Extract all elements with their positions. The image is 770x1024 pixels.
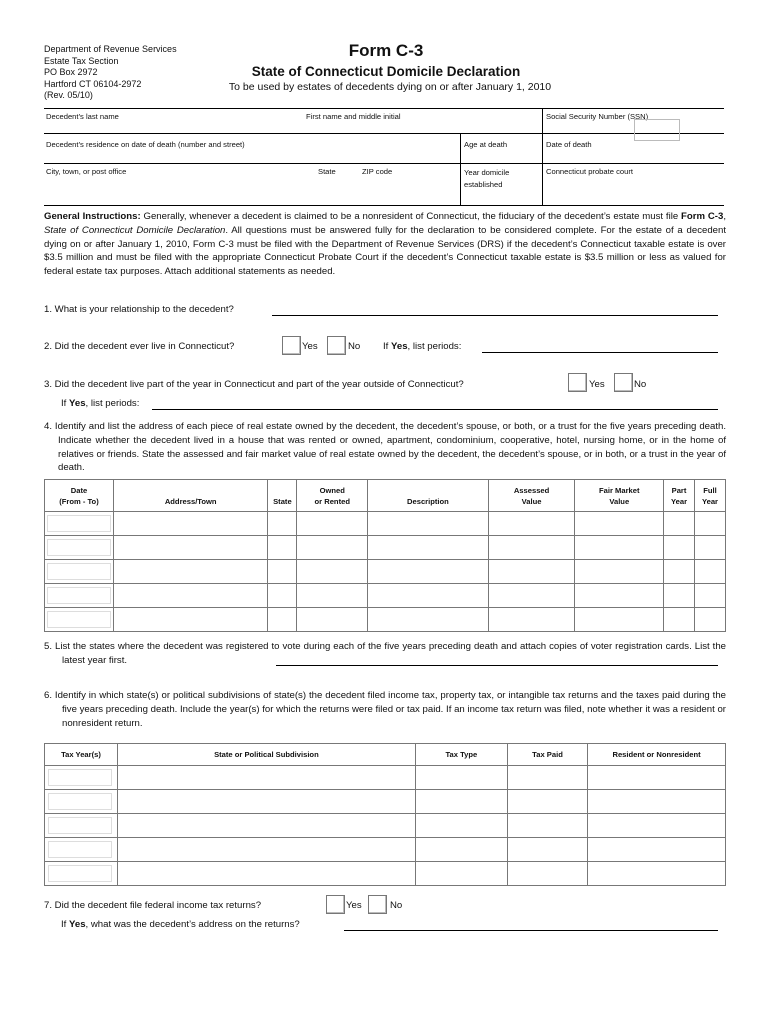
header-text: Address/Town [164, 496, 217, 506]
tax-year-input[interactable] [48, 817, 112, 834]
col-assessed [488, 480, 575, 512]
header-text: Full [703, 485, 717, 495]
table-cell[interactable] [297, 584, 368, 608]
table-cell[interactable] [45, 790, 118, 814]
table-row [45, 838, 726, 862]
row-divider [44, 163, 724, 164]
table-cell[interactable] [588, 838, 726, 862]
header-text: Assessed [513, 485, 550, 495]
tax-year-input[interactable] [48, 865, 112, 882]
city-label: City, town, or post office [46, 167, 127, 176]
q7-yes-label: Yes [346, 900, 362, 911]
header-text: Value [609, 496, 630, 506]
table-cell[interactable] [297, 560, 368, 584]
table-cell[interactable] [664, 584, 695, 608]
col-tax-paid: Tax Paid [507, 744, 587, 766]
table-cell[interactable] [45, 560, 114, 584]
table-cell[interactable] [117, 814, 415, 838]
q2-if-post: , list periods: [407, 341, 462, 352]
table-cell[interactable] [575, 536, 664, 560]
table-cell[interactable] [588, 862, 726, 886]
probate-court-label: Connecticut probate court [546, 167, 633, 176]
table-row [45, 560, 726, 584]
table-row [45, 608, 726, 632]
table-cell[interactable] [113, 584, 267, 608]
dept-line: Hartford CT 06104-2972 [44, 78, 142, 89]
date-input[interactable] [47, 563, 111, 580]
table-cell[interactable] [695, 536, 726, 560]
q3-if-pre: If [61, 398, 69, 409]
table-cell[interactable] [664, 512, 695, 536]
date-input[interactable] [47, 611, 111, 628]
table-cell[interactable] [415, 790, 507, 814]
date-input[interactable] [47, 539, 111, 556]
table-cell[interactable] [45, 608, 114, 632]
table-cell[interactable] [588, 814, 726, 838]
q2-if-pre: If [383, 341, 391, 352]
year-domicile-line: Year domicile [464, 168, 510, 177]
question-1: 1. What is your relationship to the decedent? [44, 304, 234, 315]
table-cell[interactable] [575, 608, 664, 632]
table-cell[interactable] [488, 536, 575, 560]
header-text: Fair Market [598, 485, 640, 495]
table-row [45, 536, 726, 560]
q3-yes-checkbox[interactable] [568, 373, 587, 392]
q2-periods-field[interactable] [482, 352, 718, 353]
q7-if-yes-label [61, 918, 300, 932]
table-cell[interactable] [575, 560, 664, 584]
question-3: 3. Did the decedent live part of the year in Connecticut and part of the year outside of Connecticut? [44, 379, 464, 390]
col-state [268, 480, 297, 512]
table-cell[interactable] [268, 512, 297, 536]
table-cell[interactable] [507, 838, 587, 862]
header-text: Part [671, 485, 687, 495]
dept-line: Department of Revenue Services [44, 44, 177, 54]
table-cell[interactable] [117, 838, 415, 862]
table-cell[interactable] [488, 512, 575, 536]
col-tax-type: Tax Type [415, 744, 507, 766]
table-cell[interactable] [507, 862, 587, 886]
ssn-label: Social Security Number (SSN) [546, 112, 649, 121]
table-cell[interactable] [297, 536, 368, 560]
year-domicile-line: established [464, 180, 503, 189]
q3-yes-label: Yes [589, 379, 605, 390]
q3-if-yes-label [61, 397, 139, 411]
header-text: State [273, 496, 292, 506]
col-date [45, 480, 114, 512]
age-label: Age at death [464, 140, 508, 149]
table-cell[interactable] [575, 512, 664, 536]
tax-year-input[interactable] [48, 841, 112, 858]
table-cell[interactable] [507, 766, 587, 790]
tax-year-input[interactable] [48, 769, 112, 786]
table-cell[interactable] [45, 838, 118, 862]
header-text: (From - To) [59, 496, 99, 506]
col-tax-year: Tax Year(s) [45, 744, 118, 766]
relationship-field[interactable] [272, 315, 718, 316]
table-cell[interactable] [695, 560, 726, 584]
q3-if-bold: Yes [69, 398, 86, 409]
table-cell[interactable] [113, 560, 267, 584]
table-cell[interactable] [268, 608, 297, 632]
table-cell[interactable] [297, 608, 368, 632]
table-cell[interactable] [297, 512, 368, 536]
table-cell[interactable] [368, 512, 489, 536]
q7-address-field[interactable] [344, 930, 718, 931]
last-name-label: Decedent’s last name [46, 112, 119, 121]
q7-no-checkbox[interactable] [368, 895, 387, 914]
table-cell[interactable] [507, 814, 587, 838]
dept-line: (Rev. 05/10) [44, 90, 93, 101]
table-cell[interactable] [268, 584, 297, 608]
col-full-year [695, 480, 726, 512]
instructions-form-italic: State of Connecticut Domicile Declaration [44, 224, 226, 236]
q5-states-field[interactable] [276, 665, 718, 666]
q2-yes-checkbox[interactable] [282, 336, 301, 355]
table-cell[interactable] [664, 608, 695, 632]
zip-label: ZIP code [362, 167, 393, 176]
table-cell[interactable] [117, 862, 415, 886]
table-cell[interactable] [368, 536, 489, 560]
q7-if-pre: If [61, 919, 69, 930]
col-part-year [664, 480, 695, 512]
table-cell[interactable] [415, 838, 507, 862]
general-instructions [44, 210, 726, 279]
col-description [368, 480, 489, 512]
table-cell[interactable] [575, 584, 664, 608]
question-4: 4. Identify and list the address of each piece of real estate owned by the decedent, the decedent’s spouse, or both, or a trust for the five years preceding death. Indicate whether the decedent lived in a house that was rented or owned, apartment, condominium, cooperative, hotel, nursing home, or in the home of relatives or friends. State the assessed and fair market value of real estate owned by the decedent, the decedent’s spouse, or in both, or a trust in the year of death. [44, 421, 726, 474]
table-cell[interactable] [488, 608, 575, 632]
q2-yes-label: Yes [302, 341, 318, 352]
table-header-row [45, 744, 726, 766]
table-row [45, 584, 726, 608]
date-input[interactable] [47, 587, 111, 604]
header-text: or Rented [314, 496, 350, 506]
table-cell[interactable] [45, 512, 114, 536]
q3-no-checkbox[interactable] [614, 373, 633, 392]
table-cell[interactable] [588, 766, 726, 790]
instructions-text-2: . All questions must be answered fully for the declaration to be considered complete. For the estate of a decedent dying on or after January 1, 2010, Form C-3 must be filed with the Department of Revenue Services (DRS) if the decedent’s Connecticut taxable estate is over $3.5 million and must be filed with the appropriate Connecticut Probate Court if the decedent’s Connecticut taxable estate is $3.5 million or less as valued for federal estate tax purposes. Attach additional statements as needed. [44, 224, 726, 278]
row-divider [44, 133, 724, 134]
table-cell[interactable] [368, 608, 489, 632]
date-input[interactable] [47, 515, 111, 532]
q7-yes-checkbox[interactable] [326, 895, 345, 914]
table-header-row [45, 480, 726, 512]
table-cell[interactable] [45, 536, 114, 560]
tax-year-input[interactable] [48, 793, 112, 810]
header-text: Description [407, 496, 449, 506]
q2-no-label: No [348, 341, 361, 352]
q3-if-post: , list periods: [85, 398, 140, 409]
header-text: Value [521, 496, 542, 506]
table-cell[interactable] [268, 560, 297, 584]
table-cell[interactable] [415, 766, 507, 790]
table-cell[interactable] [368, 584, 489, 608]
table-cell[interactable] [113, 512, 267, 536]
table-cell[interactable] [45, 584, 114, 608]
table-cell[interactable] [268, 536, 297, 560]
header-text: Year [671, 496, 688, 506]
table-cell[interactable] [415, 862, 507, 886]
table-cell[interactable] [664, 536, 695, 560]
table-row [45, 766, 726, 790]
table-cell[interactable] [488, 560, 575, 584]
year-domicile-label [464, 168, 509, 189]
table-cell[interactable] [113, 536, 267, 560]
residence-label: Decedent’s residence on date of death (number and street) [46, 140, 245, 149]
col-resident: Resident or Nonresident [588, 744, 726, 766]
dept-line: PO Box 2972 [44, 67, 98, 78]
q3-no-label: No [634, 379, 647, 390]
instructions-comma: , [723, 211, 726, 222]
table-cell[interactable] [488, 584, 575, 608]
table-row [45, 790, 726, 814]
instructions-heading: General Instructions: [44, 211, 141, 222]
real-estate-table [44, 479, 726, 632]
instructions-form-bold: Form C-3 [681, 211, 724, 222]
table-cell[interactable] [588, 790, 726, 814]
table-cell[interactable] [415, 814, 507, 838]
dept-line: Estate Tax Section [44, 55, 119, 66]
col-owned [297, 480, 368, 512]
form-title: State of Connecticut Domicile Declaration [251, 64, 521, 79]
col-divider [460, 133, 461, 205]
first-name-label: First name and middle initial [306, 112, 401, 121]
table-cell[interactable] [664, 560, 695, 584]
q2-if-yes-label [383, 340, 461, 354]
col-address [113, 480, 267, 512]
question-5: 5. List the states where the decedent was registered to vote during each of the five years preceding death and attach copies of voter registration cards. List the latest year first. [44, 641, 726, 666]
decedent-info-table [44, 108, 724, 206]
header-text: Date [70, 485, 88, 495]
date-of-death-label: Date of death [546, 140, 592, 149]
table-cell[interactable] [45, 766, 118, 790]
col-subdivision: State or Political Subdivision [117, 744, 415, 766]
instructions-text: Generally, whenever a decedent is claimed to be a nonresident of Connecticut, the fiduciary of the decedent’s estate must file [140, 211, 682, 222]
table-cell[interactable] [45, 862, 118, 886]
question-7: 7. Did the decedent file federal income tax returns? [44, 900, 262, 911]
q7-no-label: No [390, 900, 403, 911]
table-cell[interactable] [695, 584, 726, 608]
table-cell[interactable] [695, 608, 726, 632]
table-cell[interactable] [117, 766, 415, 790]
table-cell[interactable] [507, 790, 587, 814]
question-2: 2. Did the decedent ever live in Connecticut? [44, 341, 235, 352]
table-row [45, 862, 726, 886]
header-text: Owned [319, 485, 345, 495]
q3-periods-field[interactable] [152, 409, 718, 410]
tax-returns-table [44, 743, 726, 886]
table-cell[interactable] [113, 608, 267, 632]
q2-if-bold: Yes [391, 341, 408, 352]
q2-no-checkbox[interactable] [327, 336, 346, 355]
col-fair-market [575, 480, 664, 512]
question-6: 6. Identify in which state(s) or political subdivisions of state(s) the decedent filed income tax, property tax, or intangible tax returns and the taxes paid during the five years preceding death. Include the year(s) for which the returns were filed or tax paid. If an income tax return was filed, note whether it was a resident or nonresident return. [44, 690, 726, 729]
form-number: Form C-3 [348, 41, 424, 60]
table-row [45, 814, 726, 838]
table-cell[interactable] [117, 790, 415, 814]
header-text: Year [701, 496, 719, 506]
q7-if-bold: Yes [69, 919, 86, 930]
q7-if-post: , what was the decedent’s address on the returns? [85, 919, 300, 930]
ssn-input[interactable] [634, 119, 680, 141]
col-divider [542, 109, 543, 205]
state-label: State [318, 167, 336, 176]
table-cell[interactable] [695, 512, 726, 536]
table-row [45, 512, 726, 536]
table-cell[interactable] [45, 814, 118, 838]
form-subtitle: To be used by estates of decedents dying on or after January 1, 2010 [228, 81, 552, 93]
department-address [44, 44, 177, 102]
table-cell[interactable] [368, 560, 489, 584]
